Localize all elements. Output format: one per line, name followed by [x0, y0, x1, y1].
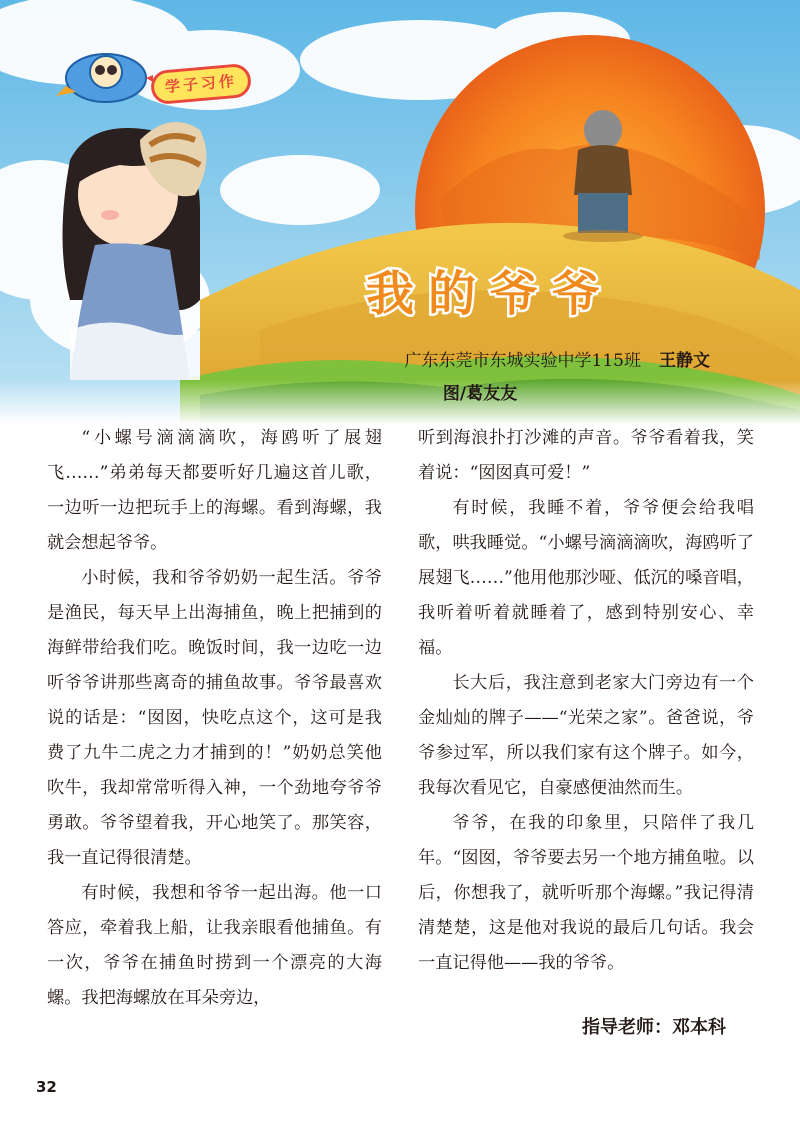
column-badge-label: 学子习作: [150, 63, 253, 106]
column-badge: [54, 42, 254, 112]
advisor-credit: 指导老师：邓本科: [582, 1017, 726, 1038]
paragraph-continuation: 听到海浪扑打沙滩的声音。爷爷看着我，笑着说：“囡囡真可爱！”: [418, 428, 754, 483]
author-name: 王静文: [659, 351, 710, 371]
girl-figure: [63, 122, 207, 380]
paragraph: 爷爷，在我的印象里，只陪伴了我几年。“囡囡，爷爷要去另一个地方捕鱼啦。以后，你想我了，就听听那个海螺。”我记得清清楚楚，这是他对我说的最后几句话。我会一直记得他——我的爷爷。: [418, 813, 754, 973]
paragraph: 长大后，我注意到老家大门旁边有一个金灿灿的牌子——“光荣之家”。爸爸说，爷爷参过军，所以我们家有这个牌子。如今，我每次看见它，自豪感便油然而生。: [418, 673, 754, 798]
school-name: 广东东莞市东城实验中学115班: [404, 351, 641, 371]
paragraph: 有时候，我想和爷爷一起出海。他一口答应，牵着我上船，让我亲眼看他捕鱼。有一次，爷爷在捕鱼时捞到一个漂亮的大海螺。我把海螺放在耳朵旁边，: [47, 883, 382, 1008]
byline: [240, 346, 710, 371]
paragraph: 小时候，我和爷爷奶奶一起生活。爷爷是渔民，每天早上出海捕鱼，晚上把捕到的海鲜带给我们吃。晚饭时间，我一边吃一边听爷爷讲那些离奇的捕鱼故事。爷爷最喜欢说的话是：“囡囡，快吃点这个，这可是我费了九牛二虎之力才捕到的！”奶奶总笑他吹牛，我却常常听得入神，一个劲地夸爷爷勇敢。爷爷望着我，开心地笑了。那笑容，我一直记得很清楚。: [47, 568, 382, 868]
article-title: [340, 262, 640, 322]
paragraph: “小螺号滴滴滴吹，海鸥听了展翅飞……”弟弟每天都要听好几遍这首儿歌，一边听一边把玩手上的海螺。看到海螺，我就会想起爷爷。: [47, 428, 382, 553]
title-svg: [340, 262, 640, 322]
article-column-left: [47, 421, 382, 1016]
title-text: 我的爷爷: [365, 266, 615, 322]
illustration-credit: 图/葛友友: [442, 384, 518, 404]
article-column-right: [418, 421, 754, 981]
page-number: 32: [36, 1078, 57, 1096]
rocket-icon: [54, 42, 154, 112]
paragraph: 有时候，我睡不着，爷爷便会给我唱歌，哄我睡觉。“小螺号滴滴滴吹，海鸥听了展翅飞……”他用他那沙哑、低沉的嗓音唱，我听着听着就睡着了，感到特别安心、幸福。: [418, 498, 754, 658]
